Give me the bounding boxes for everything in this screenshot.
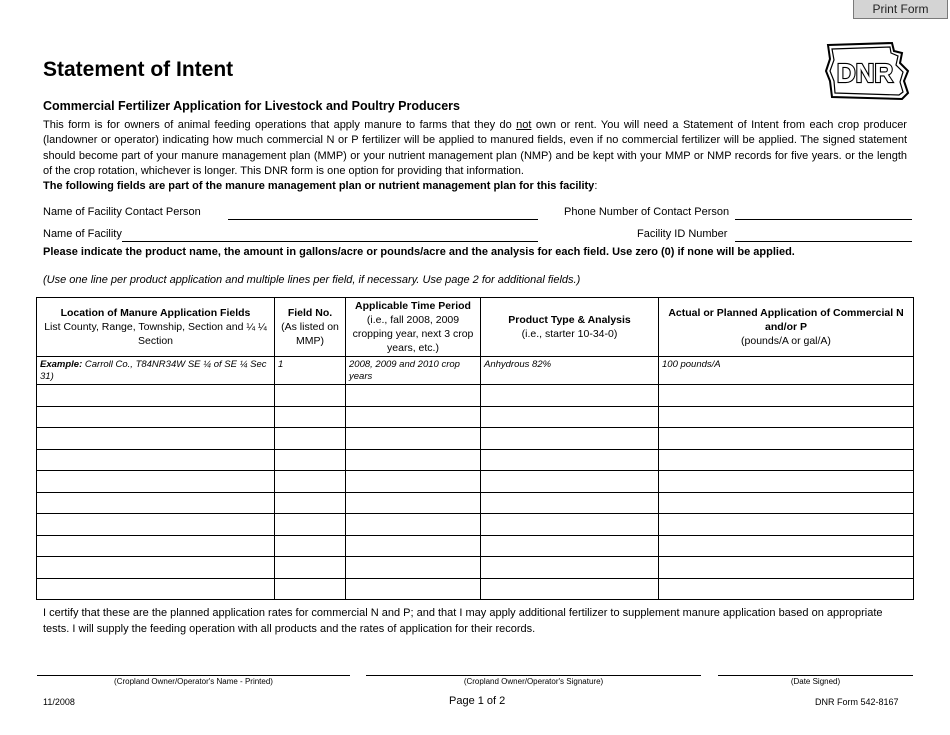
contact-person-field[interactable] — [228, 219, 538, 220]
phone-label: Phone Number of Contact Person — [564, 206, 730, 218]
cell-location[interactable] — [37, 385, 275, 407]
cell-location[interactable] — [37, 514, 275, 536]
cell-location[interactable] — [37, 406, 275, 428]
facility-name-label: Name of Facility — [43, 228, 122, 240]
owner-signature-line[interactable] — [366, 675, 701, 676]
application-table — [36, 297, 914, 600]
facility-id-label: Facility ID Number — [637, 228, 728, 240]
cell-period[interactable] — [346, 406, 481, 428]
header-application-title: Actual or Planned Application of Commercial N and/or P — [668, 307, 904, 333]
cell-application[interactable] — [659, 557, 914, 579]
cell-location[interactable] — [37, 492, 275, 514]
cell-product[interactable] — [481, 449, 659, 471]
table-row — [37, 449, 914, 471]
header-location — [37, 298, 275, 357]
cell-product[interactable] — [481, 578, 659, 600]
table-row — [37, 428, 914, 450]
cell-location[interactable] — [37, 557, 275, 579]
form-number: DNR Form 542-8167 — [815, 697, 899, 707]
cell-product[interactable] — [481, 406, 659, 428]
cell-period[interactable] — [346, 578, 481, 600]
dnr-logo — [822, 41, 910, 101]
cell-location[interactable] — [37, 578, 275, 600]
date-signed-caption: (Date Signed) — [790, 677, 841, 686]
cell-application[interactable] — [659, 514, 914, 536]
cell-field-no[interactable] — [275, 428, 346, 450]
contact-person-label: Name of Facility Contact Person — [43, 206, 201, 218]
cell-period[interactable] — [346, 428, 481, 450]
cell-product[interactable] — [481, 535, 659, 557]
cell-field-no[interactable] — [275, 578, 346, 600]
cell-application[interactable] — [659, 471, 914, 493]
table-row — [37, 406, 914, 428]
cell-product[interactable] — [481, 428, 659, 450]
header-time-period-sub: (i.e., fall 2008, 2009 cropping year, next 3 crop years, etc.) — [352, 314, 474, 354]
cell-product[interactable] — [481, 471, 659, 493]
cell-application[interactable] — [659, 492, 914, 514]
owner-name-caption: (Cropland Owner/Operator's Name - Printed) — [114, 677, 273, 686]
intro-paragraph — [43, 118, 907, 179]
fields-note-text: The following fields are part of the manure management plan or nutrient management plan for this facility — [43, 180, 595, 192]
print-form-button[interactable]: Print Form — [853, 0, 948, 19]
cell-location[interactable] — [37, 449, 275, 471]
example-location-text: Carroll Co., T84NR34W SE ¼ of SE ¼ Sec 31) — [40, 359, 267, 382]
table-row — [37, 535, 914, 557]
cell-product[interactable] — [481, 557, 659, 579]
table-header-row — [37, 298, 914, 357]
date-signed-line[interactable] — [718, 675, 913, 676]
table-row — [37, 557, 914, 579]
owner-name-line[interactable] — [37, 675, 350, 676]
cell-period[interactable] — [346, 471, 481, 493]
cell-field-no[interactable] — [275, 535, 346, 557]
example-product: Anhydrous 82% — [481, 357, 659, 385]
cell-field-no[interactable] — [275, 557, 346, 579]
page-title: Statement of Intent — [43, 58, 234, 81]
instruction-italic: (Use one line per product application and multiple lines per field, if necessary. Use page 2 for additional fields.) — [43, 274, 581, 286]
cell-field-no[interactable] — [275, 406, 346, 428]
cell-field-no[interactable] — [275, 385, 346, 407]
table-row — [37, 578, 914, 600]
header-product-title: Product Type & Analysis — [508, 314, 631, 326]
cell-application[interactable] — [659, 578, 914, 600]
page-number: Page 1 of 2 — [449, 695, 506, 707]
example-application: 100 pounds/A — [659, 357, 914, 385]
footer-date: 11/2008 — [43, 697, 75, 707]
cell-period[interactable] — [346, 492, 481, 514]
phone-field[interactable] — [735, 219, 912, 220]
cell-product[interactable] — [481, 385, 659, 407]
header-time-period-title: Applicable Time Period — [355, 300, 471, 312]
cell-application[interactable] — [659, 535, 914, 557]
cell-application[interactable] — [659, 406, 914, 428]
cell-period[interactable] — [346, 535, 481, 557]
header-location-title: Location of Manure Application Fields — [60, 307, 251, 319]
header-time-period — [346, 298, 481, 357]
header-product — [481, 298, 659, 357]
cell-period[interactable] — [346, 557, 481, 579]
intro-text-part2: own or rent. You will need a Statement of Intent from each crop producer (landowner or operator) indicating how much commercial N or P fertilizer will be applied to manured fields, even if no commercial fertilizer will be applied. The signed statement should become part of your manure management plan (MMP) or your nutrient management plan (NMP) and be kept with your MMP or NMP records for five years. or the length of the crop rotation, whichever is longer. This DNR form is one option for providing that information. — [43, 119, 907, 177]
cell-field-no[interactable] — [275, 471, 346, 493]
header-field-no-title: Field No. — [287, 307, 333, 319]
cell-product[interactable] — [481, 492, 659, 514]
cell-application[interactable] — [659, 428, 914, 450]
owner-signature-caption: (Cropland Owner/Operator's Signature) — [463, 677, 604, 686]
cell-field-no[interactable] — [275, 449, 346, 471]
svg-text:DNR: DNR — [836, 58, 894, 88]
fields-note — [43, 180, 597, 192]
instruction-text: Please indicate the product name, the amount in gallons/acre or pounds/acre and the analysis for each field. Use zero (0) if none will be applied. — [43, 246, 795, 258]
cell-location[interactable] — [37, 535, 275, 557]
cell-application[interactable] — [659, 385, 914, 407]
cell-product[interactable] — [481, 514, 659, 536]
cell-field-no[interactable] — [275, 514, 346, 536]
facility-id-field[interactable] — [735, 241, 912, 242]
header-field-no — [275, 298, 346, 357]
table-row — [37, 492, 914, 514]
header-field-no-sub: (As listed on MMP) — [281, 321, 339, 347]
cell-application[interactable] — [659, 449, 914, 471]
table-row — [37, 514, 914, 536]
cell-period[interactable] — [346, 385, 481, 407]
table-row — [37, 385, 914, 407]
header-product-sub: (i.e., starter 10-34-0) — [521, 328, 618, 340]
example-period: 2008, 2009 and 2010 crop years — [346, 357, 481, 385]
header-application — [659, 298, 914, 357]
example-label: Example: — [40, 359, 83, 370]
facility-name-field[interactable] — [122, 241, 538, 242]
example-row — [37, 357, 914, 385]
header-location-sub: List County, Range, Township, Section and ¼ ¼ Section — [44, 321, 267, 347]
form-subtitle: Commercial Fertilizer Application for Livestock and Poultry Producers — [43, 99, 460, 113]
intro-not-emphasis: not — [516, 119, 532, 131]
cell-location[interactable] — [37, 428, 275, 450]
header-application-sub: (pounds/A or gal/A) — [741, 335, 831, 347]
cell-period[interactable] — [346, 449, 481, 471]
table-row — [37, 471, 914, 493]
fields-note-colon: : — [594, 180, 598, 192]
example-field-no: 1 — [275, 357, 346, 385]
certification-text: I certify that these are the planned application rates for commercial N and P; and that I may apply additional fertilizer to supplement manure application based on appropriate tests. I will supply the feeding operation with all products and the rates of application for their records. — [43, 607, 883, 635]
cell-field-no[interactable] — [275, 492, 346, 514]
intro-text-part1: This form is for owners of animal feeding operations that apply manure to farms that they do — [43, 119, 517, 131]
example-location — [37, 357, 275, 385]
cell-period[interactable] — [346, 514, 481, 536]
cell-location[interactable] — [37, 471, 275, 493]
